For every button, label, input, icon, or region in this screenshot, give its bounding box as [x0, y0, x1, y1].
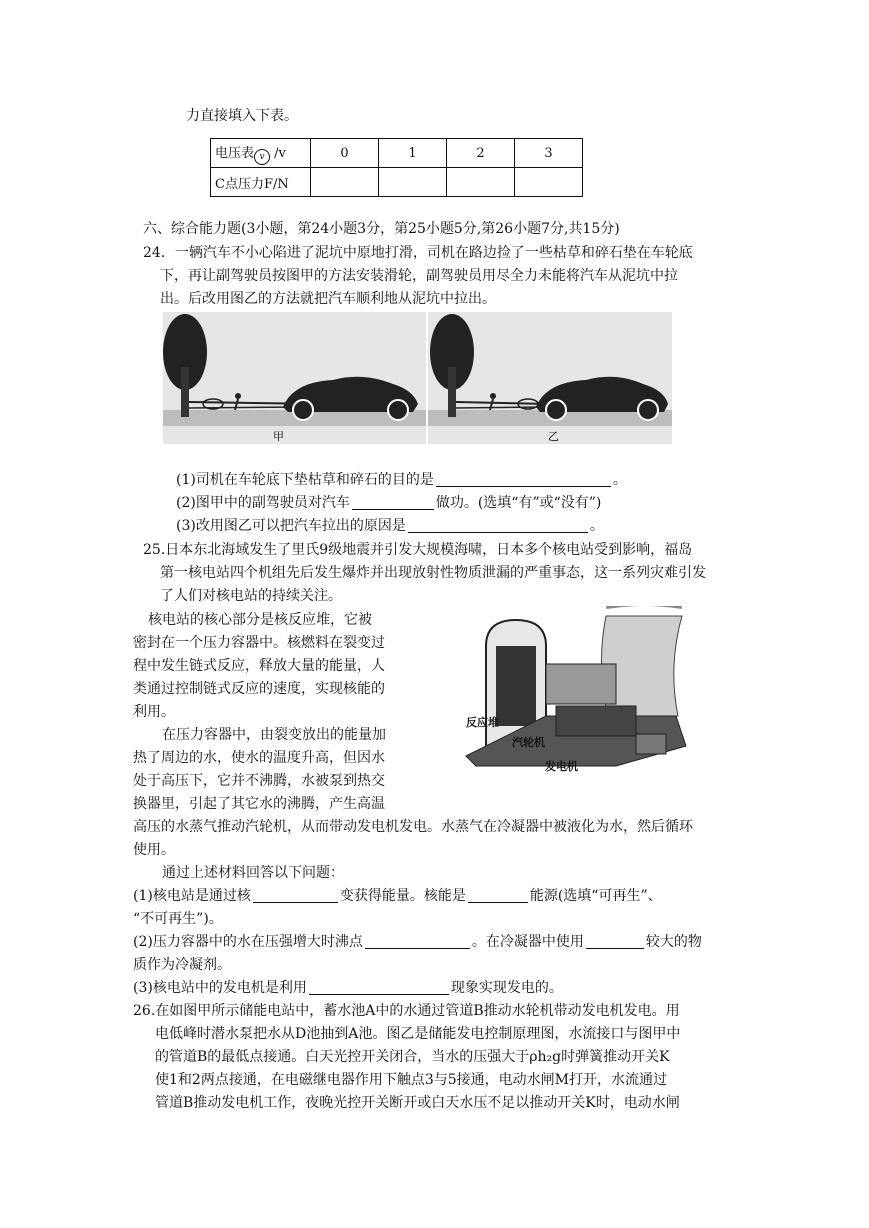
q25-para2: 高压的水蒸气推动汽轮机，从而带动发电机发电。水蒸气在冷凝器中被液化为水，然后循环 — [133, 819, 693, 835]
q25-para1: 类通过控制链式反应的速度，实现核能的 — [133, 681, 385, 697]
q26-line-2: 电低峰时潜水泵把水从D池抽到A池。图乙是储能发电控制原理图，水流接口与图甲中 — [155, 1026, 681, 1042]
value-cell — [447, 168, 515, 197]
q25-sub3 — [133, 978, 563, 998]
answer-blank[interactable] — [309, 980, 449, 995]
answer-blank[interactable] — [468, 888, 528, 903]
q24-sub3-end: 。 — [589, 518, 604, 534]
figure-yi-label: 乙 — [548, 430, 559, 443]
q25-sub1-cont: “不可再生”)。 — [133, 911, 223, 927]
header-unit: /v — [274, 145, 286, 161]
answer-blank[interactable] — [408, 518, 588, 533]
q25-para2: 处于高压下，它并不沸腾，水被泵到热交 — [133, 773, 385, 789]
q24-line-1: 24．一辆汽车不小心陷进了泥坑中原地打滑，司机在路边捡了一些枯草和碎石垫在车轮底 — [143, 245, 693, 261]
q24-sub3 — [176, 516, 604, 536]
q24-sub2 — [176, 493, 601, 513]
q25-line-2: 第一核电站四个机组先后发生爆炸并出现放射性物质泄漏的严重事态，这一系列灾难引发 — [160, 565, 706, 581]
q25-sub3-text: 现象实现发电的。 — [450, 980, 563, 996]
q26-line-1: 26.在如图甲所示储能电站中，蓄水池A中的水通过管道B推动水轮机带动发电机发电。用 — [133, 1003, 680, 1019]
q25-sub3-text: (3)核电站中的发电机是利用 — [133, 980, 307, 996]
q25-sub2 — [133, 932, 702, 952]
q24-sub3-text: (3)改用图乙可以把汽车拉出的原因是 — [176, 518, 406, 534]
figure-jia-car-pulley — [163, 312, 426, 444]
label-turbine: 汽轮机 — [512, 736, 545, 749]
voltage-pressure-table — [210, 138, 583, 197]
q25-para1: 密封在一个压力容器中。核燃料在裂变过 — [133, 635, 385, 651]
header-label: 电压表 — [215, 145, 255, 161]
q25-para1: 程中发生链式反应，释放大量的能量，人 — [133, 658, 385, 674]
intro-line: 力直接填入下表。 — [186, 108, 298, 124]
q25-sub1 — [133, 886, 662, 906]
q25-para1: 利用。 — [133, 704, 175, 720]
answer-blank[interactable] — [253, 888, 338, 903]
q25-sub2-text: 。在冷凝器中使用 — [471, 934, 584, 950]
q25-sub1-text: 能源(选填“可再生”、 — [529, 888, 662, 904]
q25-para1: 核电站的核心部分是核反应堆，它被 — [148, 612, 372, 628]
value-cell — [379, 168, 447, 197]
row-label: C点压力F/N — [211, 168, 311, 197]
label-generator: 发电机 — [545, 760, 578, 773]
q24-sub1-end: 。 — [612, 472, 627, 488]
q24-line-3: 出。后改用图乙的方法就把汽车顺利地从泥坑中拉出。 — [160, 291, 496, 307]
q25-para2: 使用。 — [133, 842, 175, 858]
figure-jia-label: 甲 — [273, 430, 284, 443]
figure-yi-car-pulley — [428, 312, 672, 444]
q25-para2: 换器里，引起了其它水的沸腾，产生高温 — [133, 796, 385, 812]
q24-sub1 — [176, 470, 627, 490]
voltmeter-icon: v — [254, 149, 270, 165]
answer-blank[interactable] — [436, 472, 611, 487]
col-header: 3 — [515, 139, 583, 168]
table-row — [211, 139, 583, 168]
q24-sub2-end: 做功。(选填“有”或“没有”) — [435, 495, 602, 511]
answer-blank[interactable] — [352, 495, 434, 510]
nuclear-plant-figure — [456, 606, 688, 776]
value-cell — [311, 168, 379, 197]
q26-line-3: 的管道B的最低点接通。白天光控开关闭合，当水的压强大于ρh₂g时弹簧推动开关K — [155, 1049, 670, 1065]
answer-blank[interactable] — [365, 934, 470, 949]
q25-sub1-text: (1)核电站是通过核 — [133, 888, 251, 904]
q25-line-1: 25.日本东北海域发生了里氏9级地震并引发大规模海啸，日本多个核电站受到影响，福岛 — [143, 542, 693, 558]
col-header: 0 — [311, 139, 379, 168]
answer-blank[interactable] — [586, 934, 644, 949]
q25-sub2-cont: 质作为冷凝剂。 — [133, 957, 231, 973]
q25-para2: 在压力容器中，由裂变放出的能量加 — [162, 727, 386, 743]
q25-sub2-text: 较大的物 — [645, 934, 702, 950]
q24-line-2: 下，再让副驾驶员按图甲的方法安装滑轮，副驾驶员用尽全力未能将汽车从泥坑中拉 — [160, 268, 678, 284]
label-reactor: 反应堆 — [466, 716, 499, 729]
col-header: 1 — [379, 139, 447, 168]
q24-sub2-text: (2)图甲中的副驾驶员对汽车 — [176, 495, 350, 511]
q24-sub1-text: (1)司机在车轮底下垫枯草和碎石的目的是 — [176, 472, 434, 488]
header-cell — [211, 139, 311, 168]
q26-line-5: 管道B推动发电机工作，夜晚光控开关断开或白天水压不足以推动开关K时，电动水闸 — [155, 1095, 680, 1111]
q25-sub2-text: (2)压力容器中的水在压强增大时沸点 — [133, 934, 363, 950]
q25-sub1-text: 变获得能量。核能是 — [339, 888, 466, 904]
q25-prompt: 通过上述材料回答以下问题： — [162, 865, 344, 881]
q25-line-3: 了人们对核电站的持续关注。 — [160, 588, 342, 604]
q25-para2: 热了周边的水，使水的温度升高，但因水 — [133, 750, 385, 766]
col-header: 2 — [447, 139, 515, 168]
q26-line-4: 使1和2两点接通，在电磁继电器作用下触点3与5接通，电动水闸M打开，水流通过 — [155, 1072, 667, 1088]
table-row — [211, 168, 583, 197]
value-cell — [515, 168, 583, 197]
section-six-heading: 六、综合能力题(3小题，第24小题3分，第25小题5分,第26小题7分,共15分) — [143, 221, 620, 237]
